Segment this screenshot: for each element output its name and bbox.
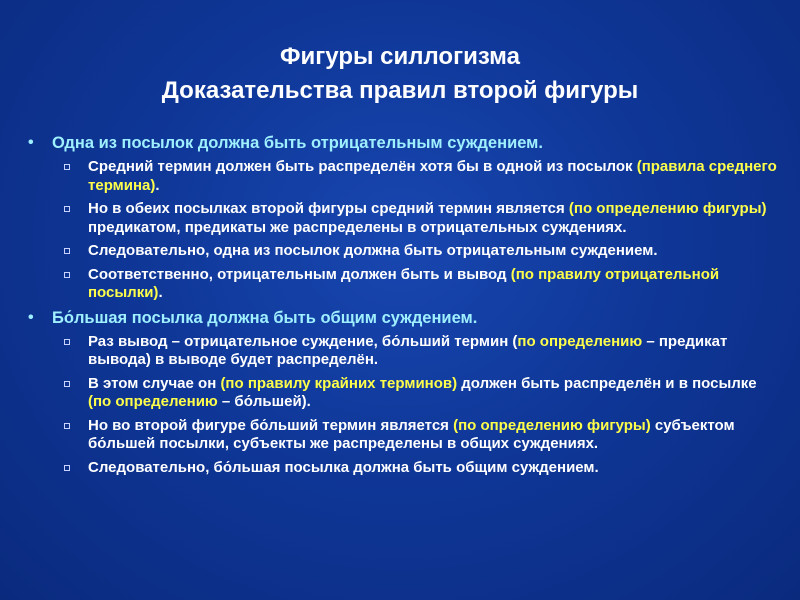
sub-item bbox=[26, 333, 786, 370]
sub-text: . bbox=[155, 176, 160, 194]
slide-title bbox=[0, 40, 800, 108]
sub-text: – предикат вывода) в выводе будет распределён. bbox=[88, 332, 728, 368]
title-line-2: Доказательства правил второй фигуры bbox=[161, 77, 639, 104]
sub-item bbox=[26, 266, 786, 303]
sub-text: должен быть распределён и в посылке bbox=[457, 374, 757, 392]
bullet-dot-icon: • bbox=[28, 134, 34, 151]
square-bullet-icon bbox=[64, 339, 70, 345]
sub-item bbox=[26, 417, 786, 454]
sub-text: Но во второй фигуре бо́льший термин является bbox=[88, 416, 454, 434]
title-line-1: Фигуры силлогизма bbox=[280, 43, 520, 70]
sub-text: . bbox=[158, 284, 163, 301]
sub-highlight: (по определению bbox=[88, 393, 218, 410]
slide-content bbox=[26, 133, 786, 482]
square-bullet-icon bbox=[64, 465, 70, 471]
sub-highlight: (по определению фигуры) bbox=[453, 416, 651, 434]
sub-item bbox=[26, 200, 786, 237]
sub-text: – бо́льшей). bbox=[217, 393, 311, 410]
square-bullet-icon bbox=[64, 272, 70, 278]
sub-text: Но в обеих посылках второй фигуры средний термин является bbox=[88, 200, 569, 217]
square-bullet-icon bbox=[64, 206, 70, 212]
bullet-2-text: Бо́льшая посылка должна быть общим суждением. bbox=[52, 308, 478, 327]
sub-highlight: по определению bbox=[517, 332, 643, 350]
bullet-dot-icon: • bbox=[28, 308, 34, 326]
sub-item bbox=[26, 375, 786, 412]
sub-highlight: (правила среднего термина) bbox=[88, 158, 777, 194]
square-bullet-icon bbox=[64, 164, 70, 170]
sub-text: предикатом, предикаты же распределены в отрицательных суждениях. bbox=[88, 218, 627, 236]
bullet-2 bbox=[26, 308, 786, 328]
bullet-1 bbox=[26, 133, 786, 153]
sub-highlight: (по правилу крайних терминов) bbox=[220, 374, 458, 392]
sub-highlight: (по определению фигуры) bbox=[568, 200, 767, 217]
sub-text: В этом случае он bbox=[88, 374, 221, 392]
square-bullet-icon bbox=[64, 381, 70, 387]
sub-item bbox=[26, 242, 786, 261]
sub-item bbox=[26, 158, 786, 195]
sub-text: Соответственно, отрицательным должен быть и вывод bbox=[88, 265, 511, 283]
square-bullet-icon bbox=[64, 423, 70, 429]
sub-text: Средний термин должен быть распределён хотя бы в одной из посылок bbox=[88, 158, 637, 175]
sub-text: Раз вывод – отрицательное суждение, бо́льший термин ( bbox=[88, 332, 518, 350]
sub-item bbox=[26, 459, 786, 478]
sub-text: субъектом бо́льшей посылки, субъекты же распределены в общих суждениях. bbox=[88, 416, 735, 452]
sub-highlight: (по правилу отрицательной посылки) bbox=[88, 265, 720, 301]
bullet-1-text: Одна из посылок должна быть отрицательным суждением. bbox=[52, 134, 543, 152]
sub-text: Следовательно, бо́льшая посылка должна быть общим суждением. bbox=[88, 458, 599, 476]
sub-text: Следовательно, одна из посылок должна быть отрицательным суждением. bbox=[88, 242, 658, 259]
square-bullet-icon bbox=[64, 248, 70, 254]
